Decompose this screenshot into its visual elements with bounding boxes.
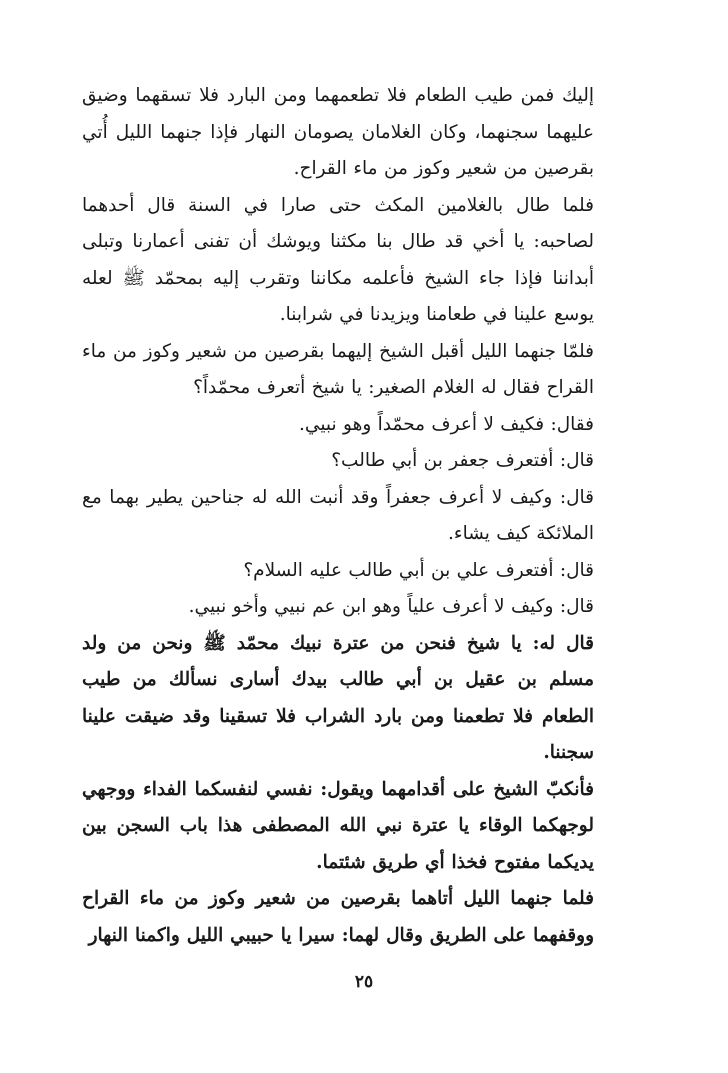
paragraph-2: فلما طال بالغلامين المكث حتى صارا في السنة قال أحدهما لصاحبه: يا أخي قد طال بنا مكثنا ويوشك أن تفنى أعمارنا وتبلى أبداننا فإذا جاء الشيخ فأعلمه مكاننا وتقرب إليه بمحمّد ﷺ لعله يوسع علينا في طعامنا ويزيدنا في شرابنا.	[82, 194, 594, 325]
paragraph-1: إليك فمن طيب الطعام فلا تطعمهما ومن البارد فلا تسقهما وضيق عليهما سجنهما، وكان الغلامان يصومان النهار فإذا جنهما الليل أُتي بقرصين من شعير وكوز من ماء القراح.	[82, 85, 594, 179]
paragraph-8: قال: وكيف لا أعرف علياً وهو ابن عم نبيي وأخو نبيي.	[188, 596, 594, 617]
paragraph-6: قال: وكيف لا أعرف جعفراً وقد أنبت الله له جناحين يطير بهما مع الملائكة كيف يشاء.	[82, 486, 594, 544]
paragraph-4: فقال: فكيف لا أعرف محمّداً وهو نبيي.	[299, 413, 594, 435]
paragraph-10: فأنكبّ الشيخ على أقدامهما ويقول: نفسي لنفسكما الفداء ووجهي لوجهكما الوقاء يا عترة نبي الله المصطفى هذا باب السجن بين يديكما مفتوح فخذا أي طريق شئتما.	[82, 778, 594, 873]
paragraph-5: قال: أفتعرف جعفر بن أبي طالب؟	[331, 450, 594, 471]
paragraph-3: فلمّا جنهما الليل أقبل الشيخ إليهما بقرصين من شعير وكوز من ماء القراح فقال له الغلام الصغير: يا شيخ أتعرف محمّداً؟	[82, 340, 594, 398]
paragraph-9: قال له: يا شيخ فنحن من عترة نبيك محمّد ﷺ ونحن من ولد مسلم بن عقيل بن أبي طالب بيدك أسارى نسألك من طيب الطعام فلا تطعمنا ومن بارد الشراب فلا تسقينا وقد ضيقت علينا سجننا.	[82, 632, 594, 763]
paragraph-11: فلما جنهما الليل أتاهما بقرصين من شعير وكوز من ماء القراح ووقفهما على الطريق وقال لهما: سيرا يا حبيبي الليل واكمنا النهار	[82, 888, 594, 946]
page-body	[82, 78, 594, 978]
paragraph-7: قال: أفتعرف علي بن أبي طالب عليه السلام؟	[243, 559, 594, 581]
page-number: ٢٥	[354, 972, 374, 992]
